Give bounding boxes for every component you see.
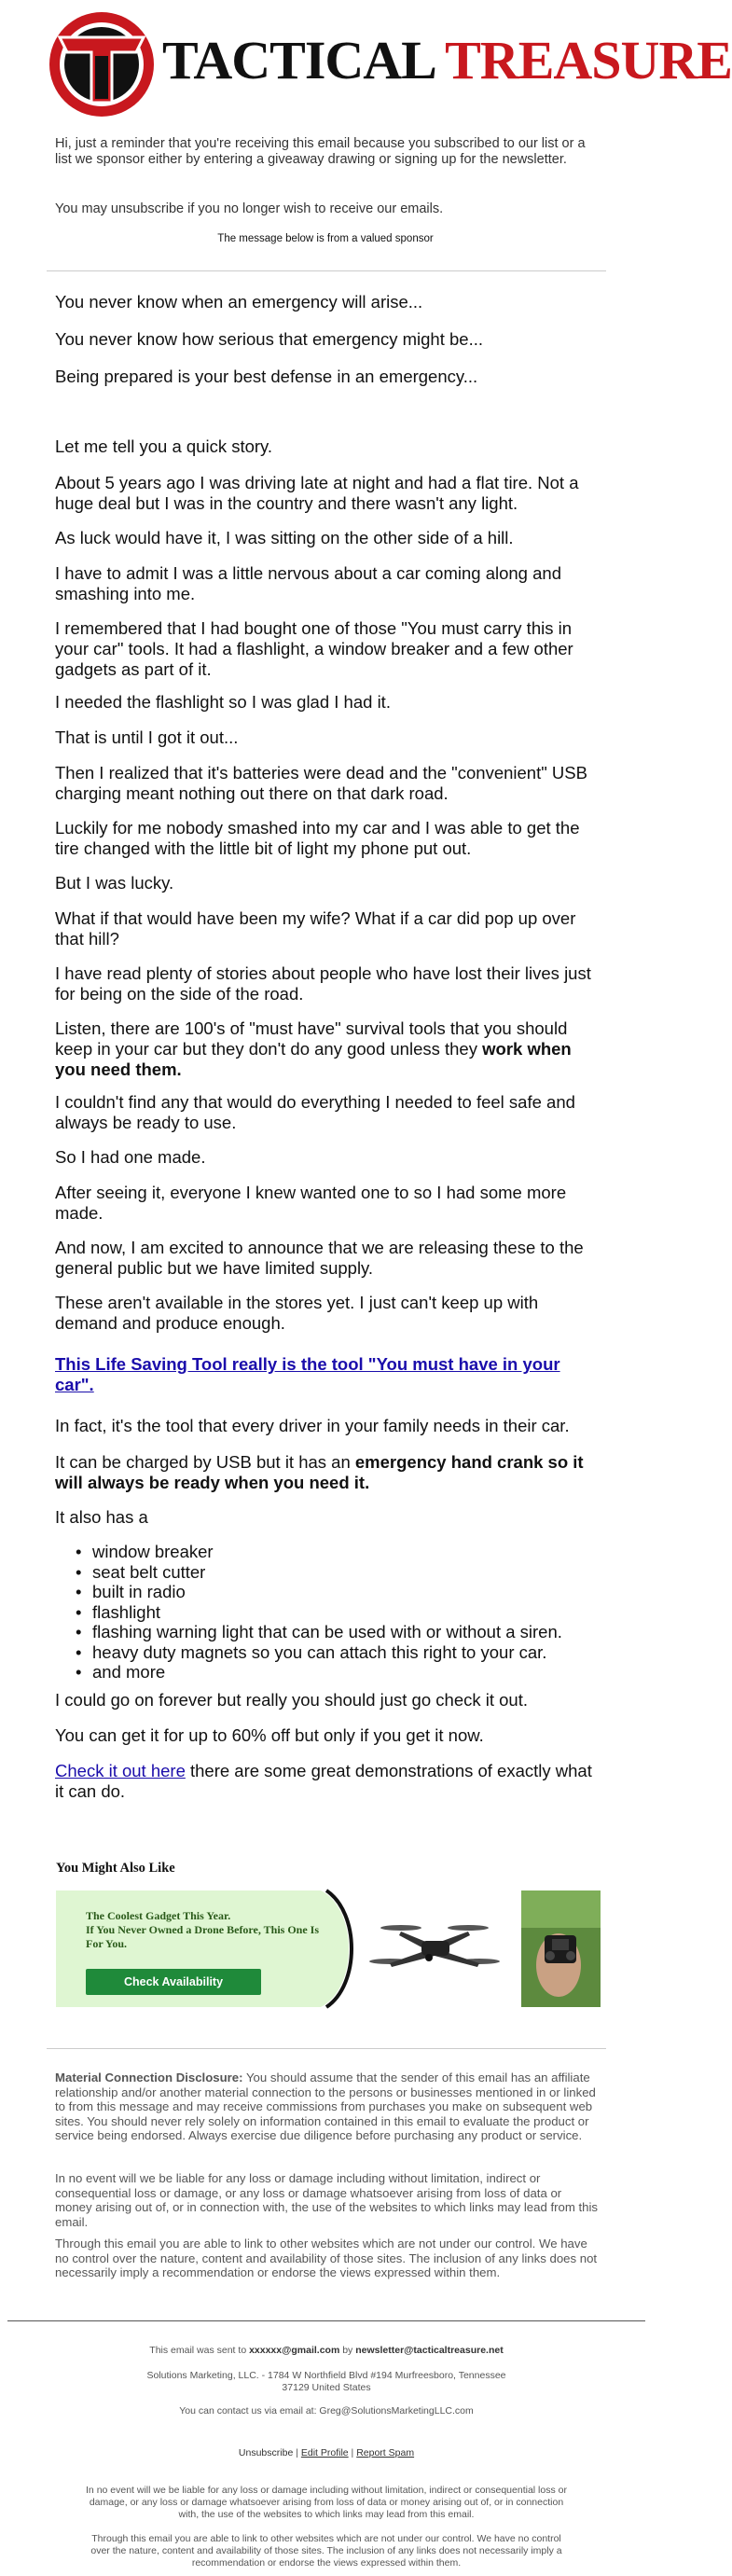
check-availability-button[interactable]: Check Availability [86,1969,261,1995]
company-address-line2: 37129 United States [282,2382,371,2393]
unsubscribe-link[interactable]: Unsubscribe [238,2447,294,2458]
message-text: It can be charged by USB but it has an [55,1452,355,1472]
report-spam-link[interactable]: Report Spam [356,2447,415,2458]
banner-headline: The Coolest Gadget This Year. [86,1909,231,1922]
unsubscribe-note: You may unsubscribe if you no longer wish to receive our emails. [55,201,444,216]
message-paragraph [55,1761,600,1802]
message-paragraph: It also has a [55,1507,148,1527]
subscription-reminder: Hi, just a reminder that you're receiving this email because you subscribed to our list or a list we sponsor either by entering a giveaway drawing or signing up for the newsletter. [55,136,586,167]
brand-logo[interactable] [47,9,732,119]
message-paragraph [55,1018,600,1080]
message-paragraph: As luck would have it, I was sitting on the other side of a hill. [55,528,514,547]
message-text: Listen, there are 100's of "must have" survival tools that you should keep in your car but they don't do any good unless they [55,1018,568,1059]
material-disclosure [55,2070,601,2143]
sent-to-line [56,2345,597,2357]
message-paragraph: Then I realized that it's batteries were dead and the "convenient" USB charging meant nothing out there on that dark road. [55,763,587,803]
external-links-notice: Through this email you are able to link to other websites which are not under our control. We have no control over the nature, content and availability of those sites. The inclusion of any links does not necessarily imply a recommendation or endorse the views expressed within them. [55,2237,598,2279]
message-text: there are some great demonstrations of exactly what it can do. [55,1761,592,1801]
headline-paragraph [55,1354,600,1395]
t-emblem-icon [47,9,157,119]
sponsor-note: The message below is from a valued sponsor [217,233,434,244]
message-paragraph [55,1452,600,1493]
drone-ad-banner[interactable] [56,1890,601,2007]
message-paragraph: In fact, it's the tool that every driver in your family needs in their car. [55,1416,570,1435]
sent-prefix: This email was sent to [149,2345,250,2356]
message-paragraph: So I had one made. [55,1147,206,1167]
drone-image [321,1890,601,2007]
disclosure-label: Material Connection Disclosure: [55,2070,243,2084]
footer-links [56,2447,597,2459]
message-paragraph: Being prepared is your best defense in an emergency... [55,367,478,386]
company-address: Solutions Marketing, LLC. - 1784 W Northfield Blvd #194 Murfreesboro, Tennessee [146,2370,506,2381]
message-paragraph: And now, I am excited to announce that we are releasing these to the general public but we have limited supply. [55,1238,584,1278]
footer-links-note: Through this email you are able to link to other websites which are not under our control. We have no control over the nature, content and availability of those sites. The inclusion of any links does not necessarily imply a recommendation or endorse the views expressed within them. [90,2533,562,2569]
list-item: • built in radio [70,1582,592,1602]
link-separator: | [348,2447,357,2458]
disclosure-text: You should assume that the sender of this email has an affiliate relationship and/or another material connection to the persons or businesses mentioned in or linked to from this message and may receive commissions from purchases you make on subsequent web sites. You should never rely solely on information contained in this email to evaluate the product or service being endorsed. Always exercise due diligence before purchasing any product or service. [55,2070,596,2142]
contact-line: You can contact us via email at: Greg@SolutionsMarketingLLC.com [179,2405,474,2417]
message-paragraph: I could go on forever but really you should just go check it out. [55,1690,528,1710]
list-item: • flashlight [70,1602,592,1623]
message-paragraph: Luckily for me nobody smashed into my car and I was able to get the tire changed with the little bit of light my phone put out. [55,818,580,858]
message-paragraph: Let me tell you a quick story. [55,436,273,456]
brand-wordmark [162,26,732,95]
message-paragraph: I have to admit I was a little nervous about a car coming along and smashing into me. [55,563,561,603]
list-item: • and more [70,1662,592,1683]
banner-subline: If You Never Owned a Drone Before, This One Is For You. [86,1923,320,1950]
message-emphasis: emergency hand crank so it will always be ready when you need it. [55,1452,584,1492]
message-paragraph: But I was lucky. [55,873,174,893]
message-paragraph: About 5 years ago I was driving late at night and had a flat tire. Not a huge deal but I was in the country and there wasn't any light. [55,473,579,513]
sender-email: newsletter@tacticaltreasure.net [355,2345,504,2356]
message-paragraph: I have read plenty of stories about people who have lost their lives just for being on the side of the road. [55,963,591,1004]
edit-profile-link[interactable]: Edit Profile [300,2447,349,2458]
message-paragraph: You can get it for up to 60% off but only if you get it now. [55,1725,484,1745]
list-item: • seat belt cutter [70,1562,592,1583]
message-paragraph: What if that would have been my wife? What if a car did pop up over that hill? [55,908,576,949]
brand-word-1: TACTICAL [162,30,434,90]
message-paragraph: You never know when an emergency will arise... [55,292,423,312]
recipient-email: xxxxxx@gmail.com [249,2345,340,2356]
also-like-heading: You Might Also Like [56,1861,175,1876]
link-separator: | [293,2447,301,2458]
message-paragraph: You never know how serious that emergency might be... [55,329,483,349]
message-emphasis: work when you need them. [55,1039,572,1079]
message-paragraph: I remembered that I had bought one of those "You must carry this in your car" tools. It had a flashlight, a window breaker and a few other gadgets as part of it. [55,618,573,679]
check-it-out-link[interactable]: Check it out here [55,1761,186,1780]
sent-by: by [339,2345,356,2356]
divider [47,2048,606,2049]
list-item: • flashing warning light that can be used with or without a siren. [70,1622,592,1642]
list-item: • heavy duty magnets so you can attach this right to your car. [70,1642,592,1663]
feature-list [70,1542,592,1683]
product-headline-link[interactable]: This Life Saving Tool really is the tool "You must have in your car". [55,1354,560,1394]
footer-divider [7,2320,645,2321]
brand-word-2: TREASURE [445,30,732,90]
list-item: • window breaker [70,1542,592,1562]
divider [47,270,606,271]
message-paragraph: These aren't available in the stores yet. I just can't keep up with demand and produce enough. [55,1293,539,1333]
footer-liability: In no event will we be liable for any loss or damage including without limitation, indirect or consequential loss or damage, or any loss or damage whatsoever arising from loss of data or money arising out of, or in connection with, the use of the websites to which links may lead from this email. [86,2485,567,2520]
message-paragraph: I needed the flashlight so I was glad I had it. [55,692,391,712]
liability-notice: In no event will we be liable for any loss or damage including without limitation, indirect or consequential loss or damage, or any loss or damage whatsoever arising from loss of data or money arising out of, or in connection with, the use of the websites to which links may lead from this email. [55,2171,599,2229]
message-paragraph: I couldn't find any that would do everything I needed to feel safe and always be ready to use. [55,1092,575,1132]
message-paragraph: After seeing it, everyone I knew wanted one to so I had some more made. [55,1183,567,1223]
message-paragraph: That is until I got it out... [55,727,239,747]
